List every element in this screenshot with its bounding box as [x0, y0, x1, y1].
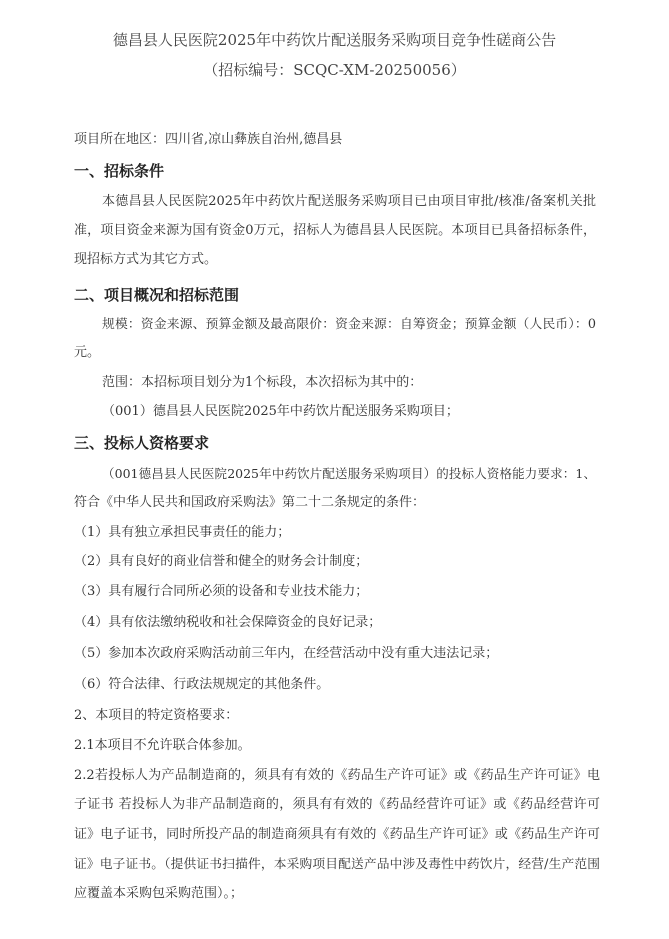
paragraph-line: 应覆盖本采购包采购范围）。； — [74, 886, 244, 901]
section-heading-conditions: 一、招标条件 — [74, 162, 165, 180]
tender-number: （招标编号：SCQC-XM-20250056） — [203, 61, 466, 79]
paragraph-line: 子证书 若投标人为非产品制造商的，须具有有效的《药品经营许可证》或《药品经营许可 — [74, 797, 600, 812]
paragraph-line: 规模：资金来源、预算金额及最高限价：资金来源：自筹资金；预算金额（人民币）：0 — [102, 317, 596, 332]
paragraph-line: 元。 — [74, 345, 101, 360]
paragraph-line: （001）德昌县人民医院2025年中药饮片配送服务采购项目； — [102, 404, 459, 419]
list-item: （3）具有履行合同所必须的设备和专业技术能力； — [74, 584, 369, 599]
section-heading-qualifications: 三、投标人资格要求 — [74, 434, 210, 452]
list-item: （4）具有依法缴纳税收和社会保障资金的良好记录； — [74, 615, 382, 630]
paragraph-line: （001德昌县人民医院2025年中药饮片配送服务采购项目）的投标人资格能力要求：1、 — [102, 466, 596, 481]
list-item: （2）具有良好的商业信誉和健全的财务会计制度； — [74, 554, 369, 569]
section-heading-overview: 二、项目概况和招标范围 — [74, 286, 240, 304]
list-item: （1）具有独立承担民事责任的能力； — [74, 525, 291, 540]
paragraph-line: 证》电子证书。（提供证书扫描件，本采购项目配送产品中涉及毒性中药饮片，经营/生产范围 — [74, 857, 600, 872]
paragraph-line: 本德昌县人民医院2025年中药饮片配送服务采购项目已由项目审批/核准/备案机关批 — [102, 194, 596, 209]
paragraph-line: 符合《中华人民共和国政府采购法》第二十二条规定的条件： — [74, 495, 426, 510]
page-title: 德昌县人民医院2025年中药饮片配送服务采购项目竞争性磋商公告 — [112, 31, 557, 49]
list-item: （5）参加本次政府采购活动前三年内，在经营活动中没有重大违法记录； — [74, 646, 499, 661]
project-region: 项目所在地区：四川省,凉山彝族自治州,德昌县 — [74, 132, 343, 147]
list-item: （6）符合法律、行政法规规定的其他条件。 — [74, 677, 330, 692]
paragraph-line: 证》电子证书，同时所投产品的制造商须具有有效的《药品生产许可证》或《药品生产许可 — [74, 827, 600, 842]
paragraph-line: 2.1本项目不允许联合体参加。 — [74, 738, 251, 753]
paragraph-line: 2.2若投标人为产品制造商的，须具有有效的《药品生产许可证》或《药品生产许可证》电 — [74, 768, 600, 783]
paragraph-line: 准，项目资金来源为国有资金0万元，招标人为德昌县人民医院。本项目已具备招标条件， — [74, 223, 596, 238]
paragraph-line: 2、本项目的特定资格要求： — [74, 708, 239, 723]
paragraph-line: 范围：本招标项目划分为1个标段，本次招标为其中的： — [102, 375, 423, 390]
paragraph-line: 现招标方式为其它方式。 — [74, 252, 218, 267]
